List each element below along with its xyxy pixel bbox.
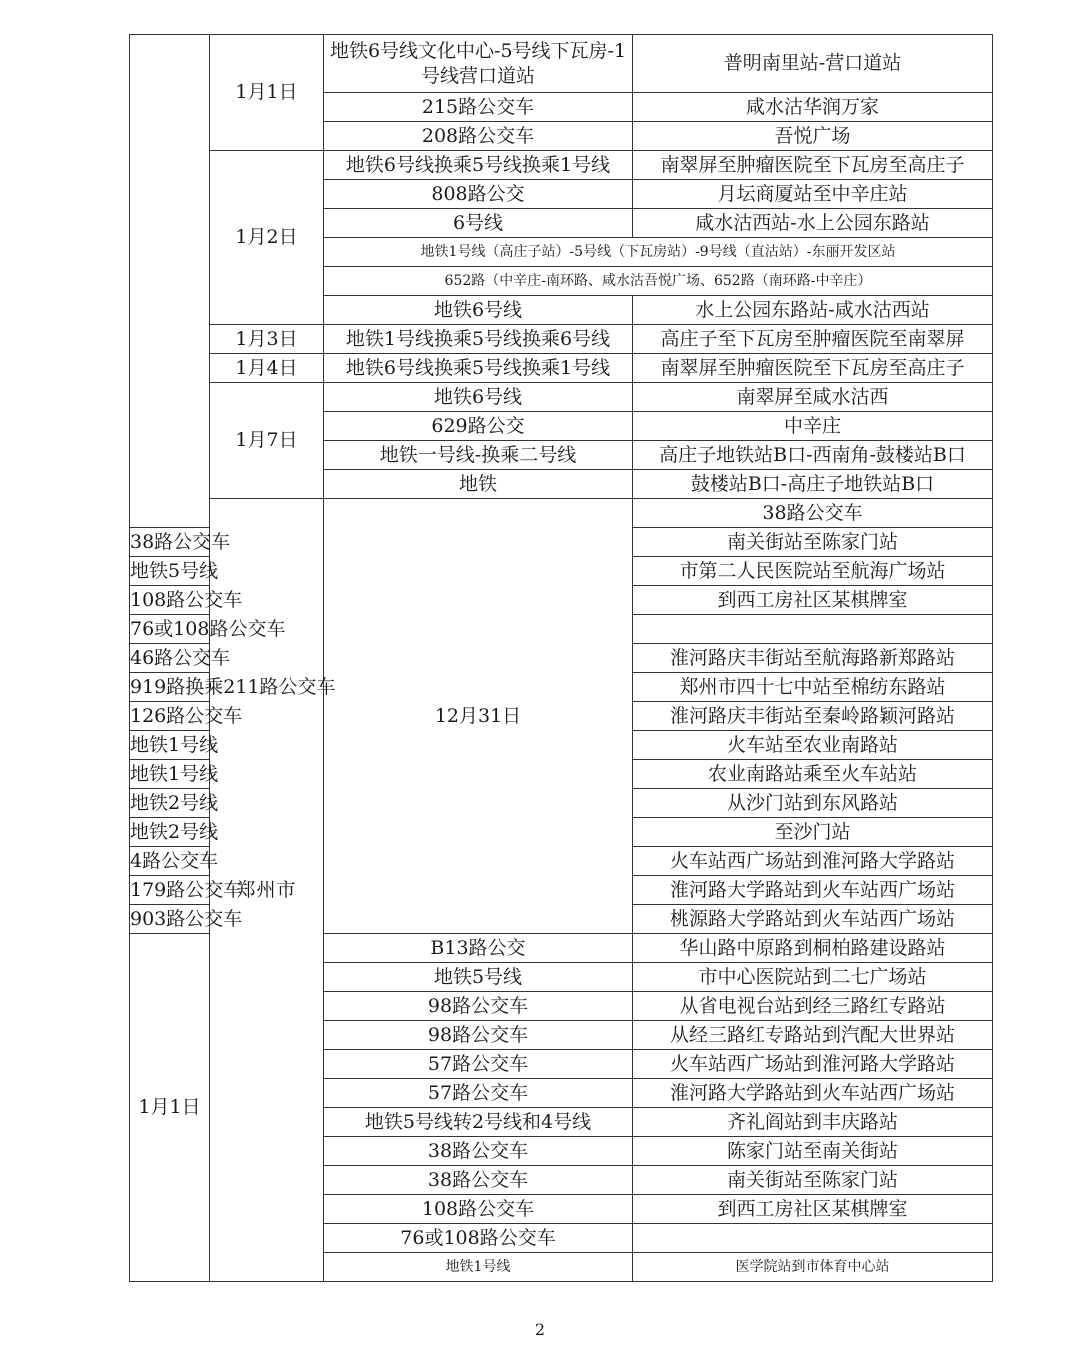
route-cell: 208路公交车 xyxy=(324,122,633,151)
route-cell: 98路公交车 xyxy=(324,1021,633,1050)
date-cell: 1月1日 xyxy=(130,934,210,1282)
stops-cell: 到西工房社区某棋牌室 xyxy=(633,586,993,615)
stops-cell: 华山路中原路到桐柏路建设路站 xyxy=(633,934,993,963)
stops-cell: 火车站至农业南路站 xyxy=(633,731,993,760)
date-cell: 1月4日 xyxy=(210,354,324,383)
stops-cell: 咸水沽西站-水上公园东路站 xyxy=(633,209,993,238)
route-cell: 地铁5号线 xyxy=(130,557,210,586)
city-cell xyxy=(130,35,210,528)
route-cell: 38路公交车 xyxy=(324,1166,633,1195)
date-cell: 12月31日 xyxy=(324,499,633,934)
stops-cell: 淮河路庆丰街站至航海路新郑路站 xyxy=(633,644,993,673)
stops-cell: 南关街站至陈家门站 xyxy=(633,1166,993,1195)
route-cell: 57路公交车 xyxy=(324,1079,633,1108)
route-cell: 903路公交车 xyxy=(130,905,210,934)
stops-cell xyxy=(633,615,993,644)
stops-cell: 齐礼阎站到丰庆路站 xyxy=(633,1108,993,1137)
stops-cell: 咸水沽华润万家 xyxy=(633,93,993,122)
route-cell: 808路公交 xyxy=(324,180,633,209)
route-cell: 地铁1号线 xyxy=(324,1253,633,1282)
route-cell: 76或108路公交车 xyxy=(324,1224,633,1253)
route-cell: 46路公交车 xyxy=(130,644,210,673)
route-cell: 38路公交车 xyxy=(324,1137,633,1166)
merged-route-cell: 652路（中辛庄-南环路、咸水沽吾悦广场、652路（南环路-中辛庄） xyxy=(324,267,993,296)
city-cell: 郑州市 xyxy=(210,499,324,1282)
date-cell: 1月2日 xyxy=(210,151,324,325)
stops-cell: 郑州市四十七中站至棉纺东路站 xyxy=(633,673,993,702)
route-cell: 地铁1号线换乘5号线换乘6号线 xyxy=(324,325,633,354)
stops-cell: 水上公园东路站-咸水沽西站 xyxy=(633,296,993,325)
stops-cell: 淮河路庆丰街站至秦岭路颖河路站 xyxy=(633,702,993,731)
route-cell: 38路公交车 xyxy=(633,499,993,528)
route-cell: 地铁 xyxy=(324,470,633,499)
route-cell: 地铁6号线 xyxy=(324,383,633,412)
route-cell: 地铁6号线换乘5号线换乘1号线 xyxy=(324,151,633,180)
route-cell: 108路公交车 xyxy=(130,586,210,615)
stops-cell: 市中心医院站到二七广场站 xyxy=(633,963,993,992)
stops-cell: 火车站西广场站到淮河路大学路站 xyxy=(633,1050,993,1079)
stops-cell: 从沙门站到东风路站 xyxy=(633,789,993,818)
stops-cell: 淮河路大学路站到火车站西广场站 xyxy=(633,1079,993,1108)
route-cell: 地铁1号线 xyxy=(130,731,210,760)
transit-itinerary-table xyxy=(129,34,993,1282)
route-cell: 地铁1号线 xyxy=(130,760,210,789)
route-cell: 76或108路公交车 xyxy=(130,615,210,644)
stops-cell: 中辛庄 xyxy=(633,412,993,441)
route-cell: B13路公交 xyxy=(324,934,633,963)
route-cell: 98路公交车 xyxy=(324,992,633,1021)
route-cell: 地铁一号线-换乘二号线 xyxy=(324,441,633,470)
stops-cell: 农业南路站乘至火车站站 xyxy=(633,760,993,789)
stops-cell: 从经三路红专路站到汽配大世界站 xyxy=(633,1021,993,1050)
route-cell: 地铁2号线 xyxy=(130,818,210,847)
route-cell: 6号线 xyxy=(324,209,633,238)
stops-cell: 普明南里站-营口道站 xyxy=(633,35,993,93)
route-cell: 38路公交车 xyxy=(130,528,210,557)
stops-cell: 南关街站至陈家门站 xyxy=(633,528,993,557)
stops-cell: 吾悦广场 xyxy=(633,122,993,151)
date-cell: 1月7日 xyxy=(210,383,324,499)
stops-cell: 高庄子地铁站B口-西南角-鼓楼站B口 xyxy=(633,441,993,470)
stops-cell: 高庄子至下瓦房至肿瘤医院至南翠屏 xyxy=(633,325,993,354)
stops-cell: 南翠屏至咸水沽西 xyxy=(633,383,993,412)
date-cell: 1月3日 xyxy=(210,325,324,354)
stops-cell: 淮河路大学路站到火车站西广场站 xyxy=(633,876,993,905)
route-cell: 126路公交车 xyxy=(130,702,210,731)
route-cell: 215路公交车 xyxy=(324,93,633,122)
route-cell: 地铁6号线换乘5号线换乘1号线 xyxy=(324,354,633,383)
date-cell: 1月1日 xyxy=(210,35,324,151)
route-cell: 地铁6号线文化中心-5号线下瓦房-1号线营口道站 xyxy=(324,35,633,93)
stops-cell: 从省电视台站到经三路红专路站 xyxy=(633,992,993,1021)
route-cell: 57路公交车 xyxy=(324,1050,633,1079)
stops-cell: 南翠屏至肿瘤医院至下瓦房至高庄子 xyxy=(633,354,993,383)
stops-cell: 陈家门站至南关街站 xyxy=(633,1137,993,1166)
route-cell: 919路换乘211路公交车 xyxy=(130,673,210,702)
stops-cell: 医学院站到市体育中心站 xyxy=(633,1253,993,1282)
route-cell: 4路公交车 xyxy=(130,847,210,876)
stops-cell: 到西工房社区某棋牌室 xyxy=(633,1195,993,1224)
stops-cell: 火车站西广场站到淮河路大学路站 xyxy=(633,847,993,876)
route-cell: 108路公交车 xyxy=(324,1195,633,1224)
route-cell: 地铁6号线 xyxy=(324,296,633,325)
page-number: 2 xyxy=(534,1320,546,1339)
stops-cell: 市第二人民医院站至航海广场站 xyxy=(633,557,993,586)
route-cell: 179路公交车 xyxy=(130,876,210,905)
route-cell: 629路公交 xyxy=(324,412,633,441)
merged-route-cell: 地铁1号线（高庄子站）-5号线（下瓦房站）-9号线（直沽站）-东丽开发区站 xyxy=(324,238,993,267)
route-cell: 地铁5号线转2号线和4号线 xyxy=(324,1108,633,1137)
stops-cell: 鼓楼站B口-高庄子地铁站B口 xyxy=(633,470,993,499)
route-cell: 地铁5号线 xyxy=(324,963,633,992)
stops-cell: 桃源路大学路站到火车站西广场站 xyxy=(633,905,993,934)
stops-cell: 至沙门站 xyxy=(633,818,993,847)
stops-cell xyxy=(633,1224,993,1253)
route-cell: 地铁2号线 xyxy=(130,789,210,818)
stops-cell: 月坛商厦站至中辛庄站 xyxy=(633,180,993,209)
stops-cell: 南翠屏至肿瘤医院至下瓦房至高庄子 xyxy=(633,151,993,180)
